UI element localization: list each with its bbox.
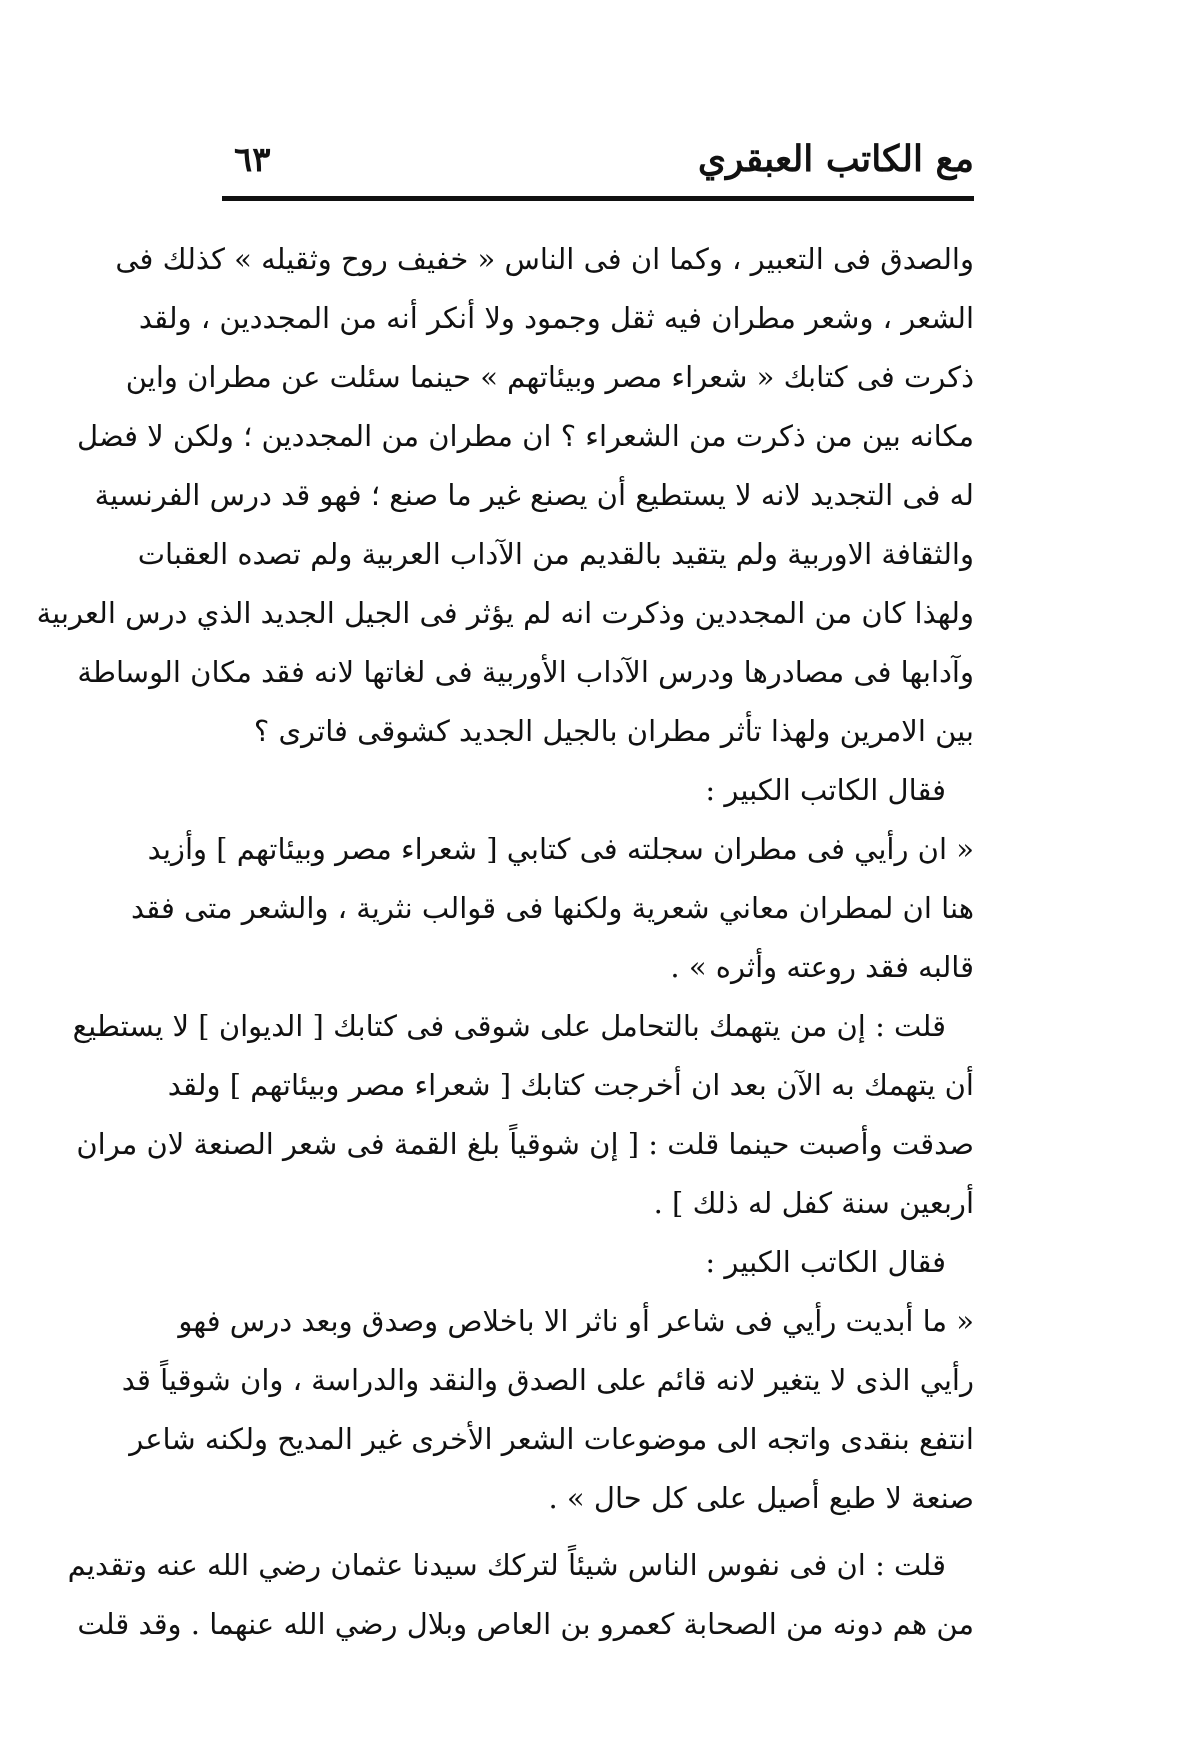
page-header — [222, 132, 974, 192]
body-text — [36, 230, 974, 1654]
text-line: الشعر ، وشعر مطران فيه ثقل وجمود ولا أنكر أنه من المجددين ، ولقد — [138, 301, 974, 335]
text-line: من هم دونه من الصحابة كعمرو بن العاص وبلال رضي الله عنهما . وقد قلت — [77, 1607, 974, 1641]
text-line: « ما أبديت رأيي فى شاعر أو ناثر الا باخلاص وصدق وبعد درس فهو — [178, 1304, 974, 1338]
text-line: قلت : إن من يتهمك بالتحامل على شوقى فى كتابك [ الديوان ] لا يستطيع — [72, 1009, 946, 1043]
text-line: صدقت وأصبت حينما قلت : [ إن شوقياً بلغ القمة فى شعر الصنعة لان مران — [76, 1127, 974, 1161]
text-line: وآدابها فى مصادرها ودرس الآداب الأوربية فى لغاتها لانه فقد مكان الوساطة — [77, 655, 974, 689]
text-line: فقال الكاتب الكبير : — [705, 1245, 946, 1279]
text-line: أن يتهمك به الآن بعد ان أخرجت كتابك [ شعراء مصر وبيئاتهم ] ولقد — [167, 1068, 974, 1102]
text-line: رأيي الذى لا يتغير لانه قائم على الصدق والنقد والدراسة ، وان شوقياً قد — [121, 1363, 974, 1397]
text-line: « ان رأيي فى مطران سجلته فى كتابي [ شعراء مصر وبيئاتهم ] وأزيد — [147, 832, 974, 866]
running-title: مع الكاتب العبقري — [697, 138, 974, 180]
text-line: انتفع بنقدى واتجه الى موضوعات الشعر الأخرى غير المديح ولكنه شاعر — [129, 1422, 974, 1456]
text-line: ذكرت فى كتابك « شعراء مصر وبيئاتهم » حينما سئلت عن مطران واين — [125, 360, 974, 394]
text-line: بين الامرين ولهذا تأثر مطران بالجيل الجديد كشوقى فاترى ؟ — [253, 714, 974, 748]
text-line: والصدق فى التعبير ، وكما ان فى الناس « خفيف روح وثقيله » كذلك فى — [115, 242, 974, 276]
text-line: هنا ان لمطران معاني شعرية ولكنها فى قوالب نثرية ، والشعر متى فقد — [131, 891, 974, 925]
header-rule — [222, 196, 974, 201]
text-line: صنعة لا طبع أصيل على كل حال » . — [548, 1481, 974, 1515]
text-line: مكانه بين من ذكرت من الشعراء ؟ ان مطران من المجددين ؛ ولكن لا فضل — [76, 419, 974, 453]
text-line: ولهذا كان من المجددين وذكرت انه لم يؤثر فى الجيل الجديد الذي درس العربية — [36, 596, 974, 630]
text-line: والثقافة الاوربية ولم يتقيد بالقديم من الآداب العربية ولم تصده العقبات — [137, 537, 974, 571]
page-number: ٦٣ — [234, 140, 271, 180]
text-line: فقال الكاتب الكبير : — [705, 773, 946, 807]
text-line: قلت : ان فى نفوس الناس شيئاً لتركك سيدنا عثمان رضي الله عنه وتقديم — [67, 1548, 946, 1582]
text-line: قالبه فقد روعته وأثره » . — [670, 950, 974, 984]
text-line: أربعين سنة كفل له ذلك ] . — [653, 1186, 974, 1220]
text-line: له فى التجديد لانه لا يستطيع أن يصنع غير ما صنع ؛ فهو قد درس الفرنسية — [94, 478, 974, 512]
